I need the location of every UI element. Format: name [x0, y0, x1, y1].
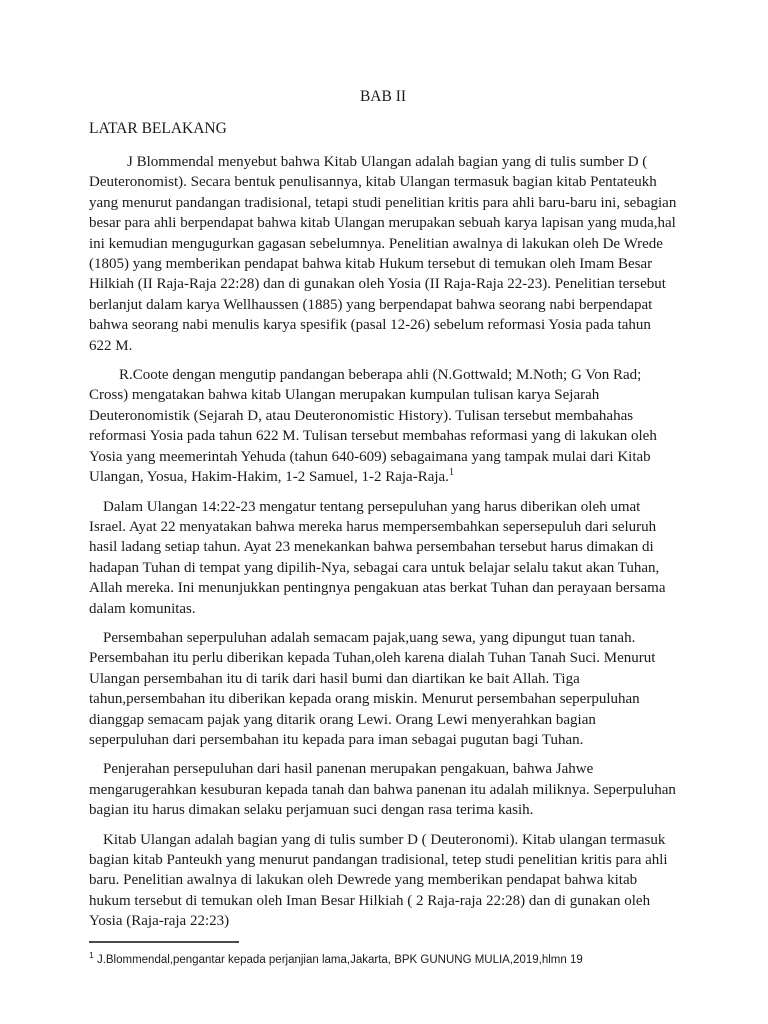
paragraph-text: Persembahan seperpuluhan adalah semacam pajak,uang sewa, yang dipungut tuan tanah. Persembahan itu perlu diberikan kepada Tuhan,oleh karena dialah Tuhan Tanah Suci. Menurut Ulangan persembahan itu di tarik dari hasil bumi dan diartikan ke bait Allah. Tiga tahun,persembahan itu diberikan kepada orang miskin. Menurut persembahan seperpuluhan dianggap semacam pajak yang ditarik orang Lewi. Orang Lewi menyerahkan bagian seperpuluhan dari persembahan itu kepada para iman sebagai pugutan bagi Tuhan. — [89, 629, 656, 748]
footnote-number: 1 — [89, 949, 94, 960]
paragraph-6 — [89, 830, 677, 932]
paragraph-text: Penjerahan persepuluhan dari hasil panenan merupakan pengakuan, bahwa Jahwe mengarugerahkan kesuburan kepada tanah dan bahwa panenan itu adalah miliknya. Seperpuluhan bagian itu harus dimakan selaku perjamuan suci dengan rasa terima kasih. — [89, 761, 676, 819]
paragraph-3 — [89, 497, 677, 619]
footnote-area — [89, 941, 677, 968]
footnote-reference-marker: 1 — [448, 467, 454, 479]
paragraph-2 — [89, 365, 677, 487]
paragraph-1 — [89, 152, 677, 356]
footnote-divider-line — [89, 941, 239, 943]
footnote-citation: J.Blommendal,pengantar kepada perjanjian lama,Jakarta, BPK GUNUNG MULIA,2019,hlmn 19 — [96, 953, 583, 966]
footnote — [89, 948, 677, 968]
paragraph-text: J Blommendal menyebut bahwa Kitab Ulangan adalah bagian yang di tulis sumber D ( Deuteronomist). Secara bentuk penulisannya, kitab Ulangan termasuk bagian kitab Pentateukh yang menurut pandangan tradisional, tetapi studi penelitian kritis para ahli baru-baru ini, sebagian besar para ahli berpendapat bahwa kitab Ulangan merupakan sebuah karya lapisan yang muda,hal ini kemudian mengugurkan gagasan sebelumnya. Penelitian awalnya di lakukan oleh De Wrede (1805) yang memberikan pendapat bahwa kitab Hukum tersebut di temukan oleh Imam Besar Hilkiah (II Raja-Raja 22:28) dan di gunakan oleh Yosia (II Raja-Raja 22-23). Penelitian tersebut berlanjut dalam karya Wellhaussen (1885) yang berpendapat bahwa seorang nabi berpendapat bahwa seorang nabi menulis karya spesifik (pasal 12-26) sebelum reformasi Yosia pada tahun 622 M. — [89, 154, 677, 354]
paragraph-4 — [89, 628, 677, 750]
section-heading: LATAR BELAKANG — [89, 120, 227, 137]
paragraph-text: Kitab Ulangan adalah bagian yang di tulis sumber D ( Deuteronomi). Kitab ulangan termasuk bagian kitab Panteukh yang menurut pandangan tradisional, tetep studi penelitian kritis para ahli baru. Penelitian awalnya di lakukan oleh Dewrede yang memberikan pendapat bahwa kitab hukum tersebut di temukan oleh Iman Besar Hilkiah ( 2 Raja-raja 22:28) dan di gunakan oleh Yosia (Raja-raja 22:23) — [89, 831, 668, 930]
chapter-title: BAB II — [359, 88, 407, 105]
paragraph-5 — [89, 759, 677, 820]
paragraph-text: Dalam Ulangan 14:22-23 mengatur tentang persepuluhan yang harus diberikan oleh umat Israel. Ayat 22 menyatakan bahwa mereka harus mempersembahkan sepersepuluh dari seluruh hasil ladang setiap tahun. Ayat 23 menekankan bahwa persembahan tersebut harus dimakan di hadapan Tuhan di tempat yang dipilih-Nya, sebagai cara untuk belajar selalu takut akan Tuhan, Allah mereka. Ini menunjukkan pentingnya pengakuan atas berkat Tuhan dan perayaan bersama dalam komunitas. — [89, 498, 666, 617]
paragraph-text: R.Coote dengan mengutip pandangan beberapa ahli (N.Gottwald; M.Noth; G Von Rad; Cross) mengatakan bahwa kitab Ulangan merupakan kumpulan tulisan karya Sejarah Deuteronomistik (Sejarah D, atau Deuteronomistic History). Tulisan tersebut membahahas reformasi Yosia pada tahun 622 M. Tulisan tersebut membahas reformasi yang di lakukan oleh Yosia yang meemerintah Yehuda (tahun 640-609) sebagaimana yang tampak mulai dari Kitab Ulangan, Yosua, Hakim-Hakim, 1-2 Samuel, 1-2 Raja-Raja. — [89, 367, 657, 486]
